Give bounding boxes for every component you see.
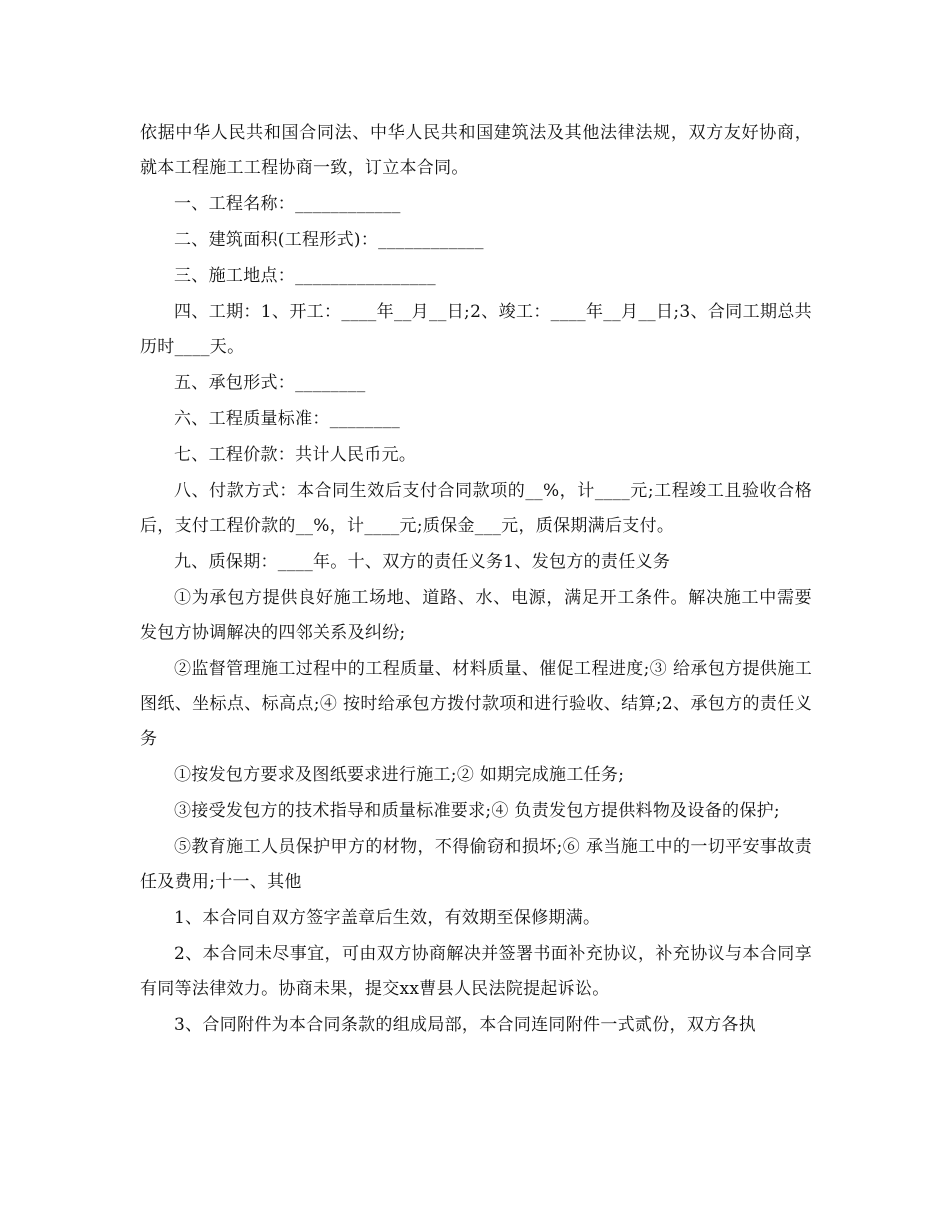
employer-duty-2: ②监督管理施工过程中的工程质量、材料质量、催促工程进度;③ 给承包方提供施工图纸、坐标点、标高点;④ 按时给承包方拨付款项和进行验收、结算;2、承包方的责任义务 <box>140 659 812 749</box>
clause-building-area: 二、建筑面积(工程形式)：____________ <box>174 230 484 250</box>
clause-contract-form: 五、承包形式：________ <box>174 373 366 393</box>
clause-construction-site: 三、施工地点：________________ <box>174 266 436 286</box>
clause-project-price: 七、工程价款：共计人民币元。 <box>174 445 417 465</box>
other-clause-1: 1、本合同自双方签字盖章后生效，有效期至保修期满。 <box>174 908 601 928</box>
contractor-duty-1: ①按发包方要求及图纸要求进行施工;② 如期完成施工任务; <box>174 765 625 785</box>
other-clause-2: 2、本合同未尽事宜，可由双方协商解决并签署书面补充协议，补充协议与本合同享有同等法律效力。协商未果，提交xx曹县人民法院提起诉讼。 <box>140 944 812 999</box>
clause-warranty-period: 九、质保期：____年。十、双方的责任义务1、发包方的责任义务 <box>174 552 671 572</box>
clause-payment-method: 八、付款方式：本合同生效后支付合同款项的__%，计____元;工程竣工且验收合格后，支付工程价款的__%，计____元;质保金___元，质保期满后支付。 <box>140 481 812 536</box>
contractor-duty-3: ⑤教育施工人员保护甲方的材物，不得偷窃和损坏;⑥ 承当施工中的一切平安事故责任及费用;十一、其他 <box>140 837 812 892</box>
clause-quality-standard: 六、工程质量标准：________ <box>174 409 401 429</box>
intro-paragraph: 依据中华人民共和国合同法、中华人民共和国建筑法及其他法律法规，双方友好协商，就本工程施工工程协商一致，订立本合同。 <box>140 123 812 178</box>
clause-project-name: 一、工程名称：____________ <box>174 194 401 214</box>
document-body <box>140 116 812 1044</box>
clause-construction-period: 四、工期：1、开工：____年__月__日;2、竣工：____年__月__日;3、合同工期总共历时____天。 <box>140 302 812 357</box>
other-clause-3: 3、合同附件为本合同条款的组成局部，本合同连同附件一式贰份，双方各执 <box>174 1015 757 1035</box>
contractor-duty-2: ③接受发包方的技术指导和质量标准要求;④ 负责发包方提供料物及设备的保护; <box>174 801 780 821</box>
employer-duty-1: ①为承包方提供良好施工场地、道路、水、电源，满足开工条件。解决施工中需要发包方协调解决的四邻关系及纠纷; <box>140 588 812 643</box>
